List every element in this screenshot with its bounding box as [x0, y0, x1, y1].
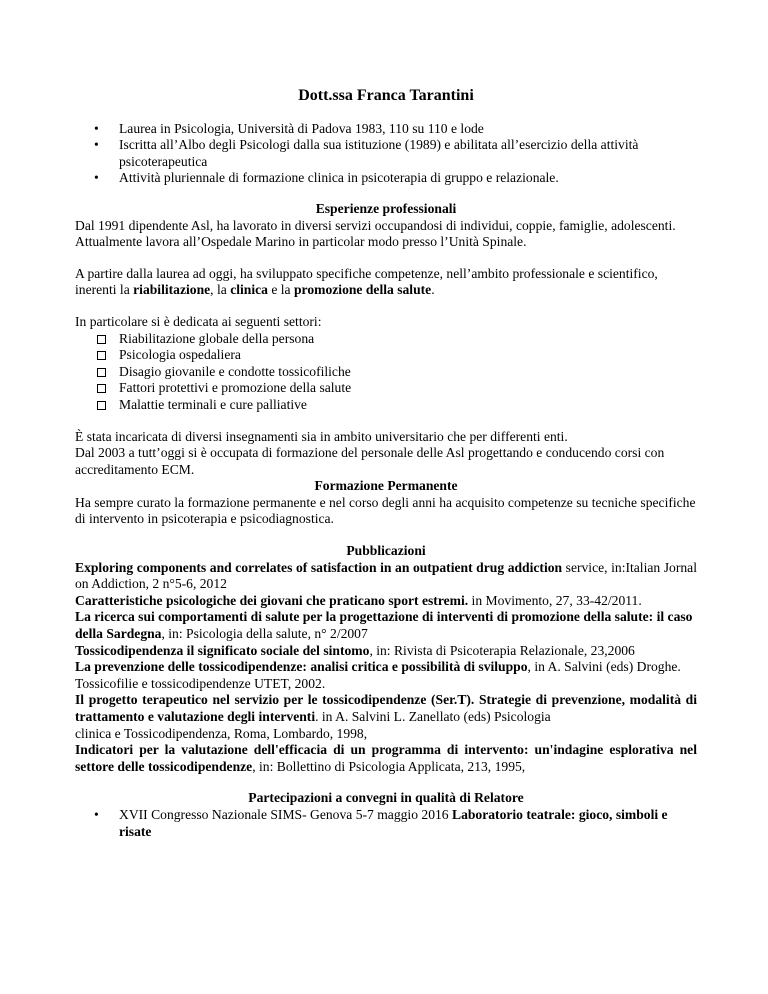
- publication-item-continued: clinica e Tossicodipendenza, Roma, Lombardo, 1998,: [75, 725, 368, 741]
- experience-paragraph: Dal 1991 dipendente Asl, ha lavorato in diversi servizi occupandosi di individui, coppie, famiglie, adolescenti. Attualmente lavora all’Ospedale Marino in particolar modo presso l’Unità Spinale.: [75, 217, 676, 250]
- publication-item: Il progetto terapeutico nel servizio per le tossicodipendenze (Ser.T). Strategie di prevenzione, modalità di trattamento e valutazione degli interventi. in A. Salvini L. Zanellato (eds) Psicologia: [75, 692, 697, 724]
- sectors-list: [75, 331, 697, 414]
- checkbox-bullet-icon: [97, 401, 106, 410]
- list-item: Fattori protettivi e promozione della salute: [75, 380, 697, 397]
- publication-item: La ricerca sui comportamenti di salute per la progettazione di interventi di promozione della salute: il caso della Sardegna, in: Psicologia della salute, n° 2/2007: [75, 609, 693, 642]
- list-item: Riabilitazione globale della persona: [75, 331, 697, 348]
- list-item: Disagio giovanile e condotte tossicofiliche: [75, 364, 697, 381]
- publications-heading: Pubblicazioni: [346, 543, 426, 559]
- publication-item: La prevenzione delle tossicodipendenze: analisi critica e possibilità di sviluppo, in A. Salvini (eds) Droghe. Tossicofilie e tossicodipendenze UTET, 2002.: [75, 659, 681, 691]
- cv-page: [75, 88, 697, 854]
- list-item: • Laurea in Psicologia, Università di Padova 1983, 110 su 110 e lode: [94, 120, 484, 136]
- bullet-icon: •: [94, 120, 99, 136]
- bullet-icon: •: [94, 170, 99, 186]
- bullet-icon: •: [94, 137, 99, 153]
- training-heading: Formazione Permanente: [314, 478, 458, 494]
- publication-item: Indicatori per la valutazione dell'efficacia di un programma di intervento: un'indagine esplorativa nel settore delle tossicodipendenze, in: Bollettino di Psicologia Applicata, 213, 1995,: [75, 742, 697, 774]
- publication-item: Tossicodipendenza il significato sociale del sintomo, in: Rivista di Psicoterapia Relazionale, 23,2006: [75, 642, 635, 658]
- publications-list: [75, 560, 697, 776]
- checkbox-bullet-icon: [97, 351, 106, 360]
- competence-paragraph: A partire dalla laurea ad oggi, ha sviluppato specifiche competenze, nell’ambito professionale e scientifico, inerenti la riabilitazione, la clinica e la promozione della salute.: [75, 265, 658, 298]
- publication-item: Caratteristiche psicologiche dei giovani che praticano sport estremi. in Movimento, 27, 33-42/2011.: [75, 592, 642, 608]
- summary-list: [75, 121, 697, 187]
- list-item: Malattie terminali e cure palliative: [75, 397, 697, 414]
- list-item: • XVII Congresso Nazionale SIMS- Genova 5-7 maggio 2016 Laboratorio teatrale: gioco, simboli e risate: [94, 806, 668, 839]
- experience-heading: Esperienze professionali: [315, 200, 457, 216]
- training-paragraph: Ha sempre curato la formazione permanente e nel corso degli anni ha acquisito competenze su tecniche specifiche di intervento in psicoterapia e psicodiagnostica.: [75, 494, 696, 527]
- teaching-paragraph: È stata incaricata di diversi insegnamenti sia in ambito universitario che per differenti enti.: [75, 428, 568, 444]
- checkbox-bullet-icon: [97, 384, 106, 393]
- page-title: Dott.ssa Franca Tarantini: [298, 87, 474, 104]
- list-item: Psicologia ospedaliera: [75, 347, 697, 364]
- training-staff-paragraph: Dal 2003 a tutt’oggi si è occupata di formazione del personale delle Asl progettando e conducendo corsi con accreditamento ECM.: [75, 445, 665, 477]
- sectors-intro: In particolare si è dedicata ai seguenti settori:: [75, 313, 322, 329]
- bullet-icon: •: [94, 806, 99, 822]
- list-item: • Attività pluriennale di formazione clinica in psicoterapia di gruppo e relazionale.: [94, 170, 559, 186]
- checkbox-bullet-icon: [97, 368, 106, 377]
- conferences-heading: Partecipazioni a convegni in qualità di Relatore: [248, 790, 524, 806]
- publication-item: Exploring components and correlates of satisfaction in an outpatient drug addiction service, in:Italian Jornal on Addiction, 2 n°5-6, 2012: [75, 559, 697, 592]
- conferences-list: [75, 807, 697, 840]
- list-item: • Iscritta all’Albo degli Psicologi dalla sua istituzione (1989) e abilitata all’esercizio della attività psicoterapeutica: [94, 137, 639, 169]
- checkbox-bullet-icon: [97, 335, 106, 344]
